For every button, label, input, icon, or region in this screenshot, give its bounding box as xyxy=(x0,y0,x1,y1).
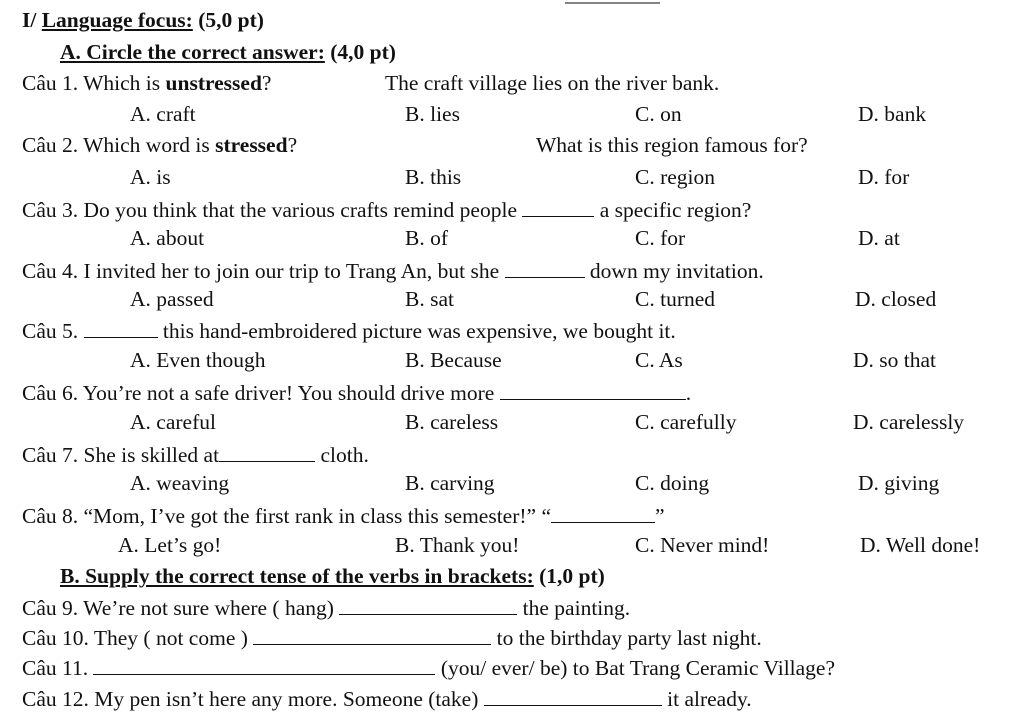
q2-option-a[interactable]: A. is xyxy=(130,165,171,189)
q5-option-c[interactable]: C. As xyxy=(635,348,683,372)
q8-option-a[interactable]: A. Let’s go! xyxy=(118,533,222,557)
emphasis-word: stressed xyxy=(215,133,288,157)
section-title: Language focus: xyxy=(41,8,193,32)
section-prefix: I/ xyxy=(22,8,42,32)
top-edge-mark xyxy=(565,0,660,4)
q4-option-b[interactable]: B. sat xyxy=(405,287,454,311)
q5-option-d[interactable]: D. so that xyxy=(853,348,937,372)
answer-blank[interactable] xyxy=(93,656,435,675)
question-4: Câu 4. I invited her to join our trip to Trang An, but she down my invitation. xyxy=(22,259,764,283)
q7-option-c[interactable]: C. doing xyxy=(635,471,710,495)
part-b-heading xyxy=(60,566,605,588)
q5-option-b[interactable]: B. Because xyxy=(405,348,502,372)
question-5: Câu 5. this hand-embroidered picture was expensive, we bought it. xyxy=(22,319,676,343)
q4-option-a[interactable]: A. passed xyxy=(130,287,214,311)
q4-option-d[interactable]: D. closed xyxy=(855,287,937,311)
q4-option-c[interactable]: C. turned xyxy=(635,287,716,311)
part-a-heading xyxy=(60,42,396,64)
q8-option-c[interactable]: C. Never mind! xyxy=(635,533,770,557)
part-b-points: (1,0 pt) xyxy=(533,564,605,588)
q8-option-d[interactable]: D. Well done! xyxy=(860,533,981,557)
q3-option-c[interactable]: C. for xyxy=(635,226,686,250)
q7-option-b[interactable]: B. carving xyxy=(405,471,495,495)
answer-blank[interactable] xyxy=(500,381,686,400)
part-a-points: (4,0 pt) xyxy=(324,40,396,64)
answer-blank[interactable] xyxy=(551,504,655,523)
q1-option-b[interactable]: B. lies xyxy=(405,102,460,126)
q7-option-d[interactable]: D. giving xyxy=(858,471,940,495)
q5-option-a[interactable]: A. Even though xyxy=(130,348,266,372)
section-heading xyxy=(22,10,264,32)
answer-blank[interactable] xyxy=(219,443,315,462)
q2-option-b[interactable]: B. this xyxy=(405,165,462,189)
question-1-sentence: The craft village lies on the river bank. xyxy=(385,71,720,95)
question-6: Câu 6. You’re not a safe driver! You should drive more . xyxy=(22,381,692,405)
q6-option-d[interactable]: D. carelessly xyxy=(853,410,965,434)
answer-blank[interactable] xyxy=(522,198,594,217)
q6-option-a[interactable]: A. careful xyxy=(130,410,216,434)
q2-option-d[interactable]: D. for xyxy=(858,165,910,189)
answer-blank[interactable] xyxy=(505,259,585,278)
q1-option-c[interactable]: C. on xyxy=(635,102,682,126)
answer-blank[interactable] xyxy=(253,626,491,645)
question-9: Câu 9. We’re not sure where ( hang) the painting. xyxy=(22,596,631,620)
q8-option-b[interactable]: B. Thank you! xyxy=(395,533,520,557)
q3-option-a[interactable]: A. about xyxy=(130,226,205,250)
answer-blank[interactable] xyxy=(84,319,158,338)
answer-blank[interactable] xyxy=(484,687,662,706)
question-2: Câu 2. Which word is stressed? xyxy=(22,133,298,157)
question-3: Câu 3. Do you think that the various crafts remind people a specific region? xyxy=(22,198,752,222)
q1-option-a[interactable]: A. craft xyxy=(130,102,196,126)
question-11: Câu 11. (you/ ever/ be) to Bat Trang Ceramic Village? xyxy=(22,656,836,680)
part-b-title: B. Supply the correct tense of the verbs in brackets: xyxy=(60,564,534,588)
q3-option-d[interactable]: D. at xyxy=(858,226,900,250)
q3-option-b[interactable]: B. of xyxy=(405,226,448,250)
answer-blank[interactable] xyxy=(339,596,517,615)
question-10: Câu 10. They ( not come ) to the birthday party last night. xyxy=(22,626,762,650)
question-12: Câu 12. My pen isn’t here any more. Someone (take) it already. xyxy=(22,687,752,711)
q7-option-a[interactable]: A. weaving xyxy=(130,471,230,495)
section-points: (5,0 pt) xyxy=(192,8,264,32)
part-a-title: A. Circle the correct answer: xyxy=(60,40,325,64)
q2-option-c[interactable]: C. region xyxy=(635,165,716,189)
q6-option-c[interactable]: C. carefully xyxy=(635,410,737,434)
question-2-sentence: What is this region famous for? xyxy=(536,133,808,157)
question-1: Câu 1. Which is unstressed? xyxy=(22,71,272,95)
q1-option-d[interactable]: D. bank xyxy=(858,102,927,126)
question-7: Câu 7. She is skilled at cloth. xyxy=(22,443,369,467)
q6-option-b[interactable]: B. careless xyxy=(405,410,499,434)
emphasis-word: unstressed xyxy=(165,71,262,95)
question-8: Câu 8. “Mom, I’ve got the first rank in class this semester!” “ ” xyxy=(22,504,665,528)
